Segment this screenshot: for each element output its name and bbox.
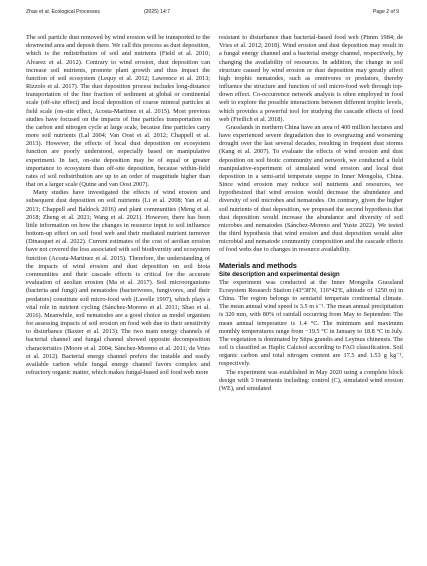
paragraph: Grasslands in northern China have an area of 400 million hectares and have experienced severe degradation due to overgrazing and worsening drought over the last several decades, resulting in frequent dust storms (Kang et al. 2007). To evaluate the effects of wind erosion and dust deposition on soil biotic community and network, we conducted a field manipulative-experiment of simulated wind erosion and local dust deposition in a semi-arid temperate steppe in Inner Mongolia, China. Since wind erosion may reduce soil nutrients and resources, we hypothesized that wind erosion would decrease the abundance and diversity of soil microbes and nematodes. On contrary, given the higher soil nutrients of dust deposition, we proposed the second hypothesis that dust deposition would increase the abundance and diversity of soil microbes and nematodes (Sánchez-Moreno and Yuste 2022). We tested the third hypothesis that wind erosion and dust deposition would alter microbial and nematode community composition and the cascade effects of food webs due to changes in resource availability.: [219, 123, 403, 254]
left-column: [26, 34, 210, 377]
running-header: [26, 9, 399, 19]
paragraph: resistant to disturbance than bacterial-based food web (Pimm 1984; de Vries et al. 2012; 2018). Wind erosion and dust deposition may result in a fungal energy channel and a bacterial energy channel, respectively, by changing the availability of resources. In addition, the change in soil structure caused by wind erosion or dust deposition may greatly affect high trophic nematodes, such as omnivores or predators, thereby influence the structure and function of soil micro-food web through top-down effect. Co-occurrence network analysis is often employed in food web to explore the possible interactions between different trophic levels, which provides a powerful tool for studying the cascade effects of food web (Freilich et al. 2018).: [219, 34, 403, 123]
subsection-heading: Site description and experimental design: [219, 270, 340, 278]
paragraph: The soil particle dust removed by wind erosion will be transported to the downwind area and deposit there. We call this process as dust deposition, which is the redistribution of soil and nutrients (Field et al. 2010; Alvarez et al. 2012). Contrary to wind erosion, dust deposition can increase soil nutrients, promote plant growth and thus impact the function of soil ecosystem (Lequy et al. 2012; Lawrence et al. 2013; Rizzolo et al. 2017). The dust deposition process includes long-distance transportation of the fine fraction of sediment at global or continental scale (off-site effect) and local deposition of coarse mineral particles at field scale (on-site effect, Acosta-Martinez et al. 2015). Most previous studies have focused on the impacts of fine particles transportation on the carbon and nitrogen cycle at large scale, because fine particles carry more soil nutrients (Lal 2004; Van Oost et al. 2012; Chappell et al. 2013). However, the effects of local dust deposition on ecosystem function are poorly understood, especially based on manipulative experiment. In fact, on-site deposition may be of equal or greater importance to ecosystem than off-site deposition, because within-field rates of soil redistribution are up to an order of magnitude higher than that on a larger scale (Quine and van Oost 2007).: [26, 34, 210, 189]
volume-info: (2025) 14:7: [144, 9, 171, 15]
journal-citation: Zhao et al. Ecological Processes: [26, 9, 100, 15]
right-column: [219, 34, 403, 393]
section-heading: Materials and methods: [219, 260, 297, 270]
paragraph: The experiment was conducted at the Inner Mongolia Grassland Ecosystem Research Station (43°38′N, 116°42′E, altitude of 1250 m) in China. The region belongs to semiarid temperate continental climate. The mean annual wind speed is 3.5 m s⁻¹. The mean annual precipitation is 320 mm, with 80% of rainfall occurring from May to September. The mean annual temperature is 1.4 °C. The minimum and maximum monthly temperatures range from −19.5 °C in January to 18.8 °C in July. The vegetation is dominated by Stipa grandis and Leymus chinensis. The soil is classified as Haplic Calcisol according to FAO classification. Soil organic carbon and total nitrogen content are 17.5 and 1.53 g kg⁻¹, respectively.: [219, 278, 403, 368]
page-number: Page 2 of 9: [372, 9, 399, 15]
paragraph: Many studies have investigated the effects of wind erosion and subsequent dust deposition on soil nutrients (Li et al. 2008; Yan et al. 2013; Chappell and Baldock 2016) and plant communities (Meng et al. 2018; Zheng et al. 2021; Wang et al. 2021). However, there has been little information on how the changes in resource input to soil influence bottom-up effect on soil food web and their mediated nutrient turnover (Dinasquet et al. 2022). Current estimates of the cost of aeolian erosion have not covered the loss associated with soil biodiversity and ecosystem function (Acosta-Martinez et al. 2015). Therefore, the understanding of the impacts of wind erosion and dust deposition on soil biota communities and their cascade effects is critical for the accurate evaluation of aeolian erosion (Ma et al. 2017). Soil microorganisms (bacteria and fungi) and nematodes (bacterivores, fungivores, and their predators) constitute soil micro-food web (Lavelle 1997), which plays a vital role in nutrient cycling (Sánchez-Moreno et al. 2011; Shao et al. 2016). Meanwhile, soil nematodes are a good choice as model organism for assessing impacts of soil erosion on food web due to their sensitivity to disturbance (Baxter et al. 2013). The two main energy channels of bacterial channel and fungal channel showed opposite decomposition characteristics (Moore et al. 2004; Sánchez-Moreno et al. 2011; de Vries et al. 2012). Bacterial energy channel prefers the instable and easily available carbon while fungal energy channel favors complex and refractory organic matter, which makes fungal-based soil food web more: [26, 189, 210, 377]
paragraph: The experiment was established in May 2020 using a complete block design with 3 treatments including: control (C), simulated wind erosion (WE), and simulated: [219, 368, 403, 392]
